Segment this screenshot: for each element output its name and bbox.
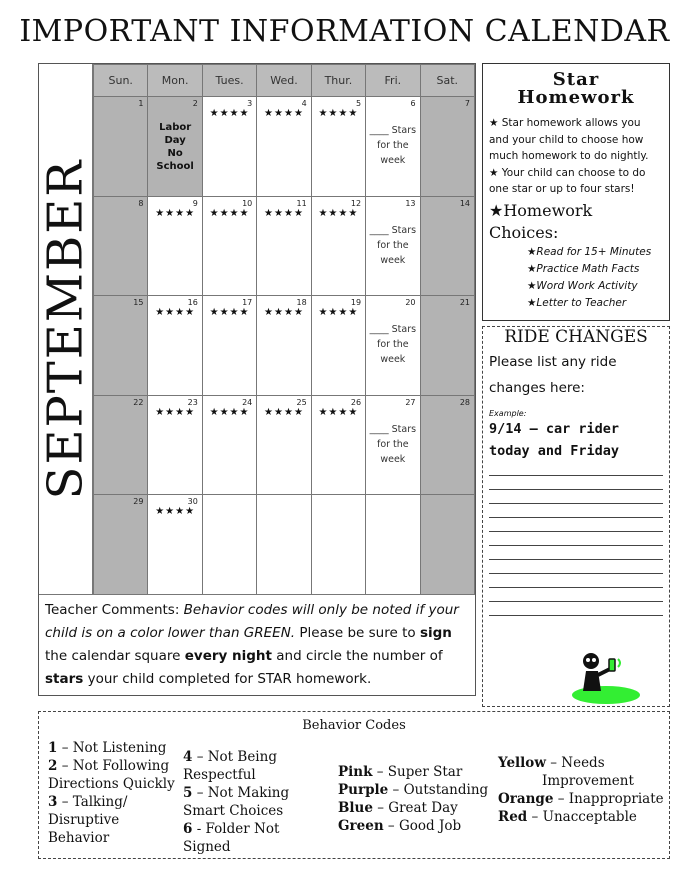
star-rating[interactable]: ★★★★	[209, 207, 250, 219]
behavior-col-3	[338, 763, 494, 835]
calendar-week	[94, 296, 475, 396]
star-rating[interactable]: ★★★★	[264, 108, 304, 119]
day-number: 11	[296, 198, 307, 208]
calendar-day[interactable]	[257, 296, 311, 396]
day-number: 13	[405, 198, 416, 208]
day-header: Fri.	[366, 65, 420, 97]
calendar-day[interactable]	[202, 395, 256, 495]
day-number: 21	[459, 298, 470, 307]
calendar-day[interactable]	[257, 97, 311, 197]
weekly-stars-blank: ____ Stars for the week	[369, 324, 417, 365]
calendar-day[interactable]	[148, 495, 202, 595]
day-header: Tues.	[202, 65, 256, 97]
calendar-day[interactable]	[202, 97, 256, 197]
behavior-codes-box	[38, 711, 670, 859]
holiday-note: Labor Day No School	[156, 122, 194, 172]
calendar-day[interactable]	[94, 395, 148, 495]
calendar-day[interactable]	[94, 196, 148, 296]
day-number: 23	[187, 397, 198, 407]
page-title: IMPORTANT INFORMATION CALENDAR	[19, 14, 670, 49]
calendar-day[interactable]	[94, 495, 148, 595]
color-code: Green – Good Job	[338, 818, 462, 834]
day-number: 29	[133, 497, 144, 506]
day-number: 25	[296, 397, 307, 407]
star-rating[interactable]: ★★★★	[209, 307, 250, 318]
day-number: 28	[459, 397, 470, 407]
star-rating[interactable]: ★★★★	[264, 307, 304, 318]
calendar-week	[94, 395, 475, 495]
example-text: 9/14 – car rider today and Friday	[489, 421, 620, 459]
calendar-week	[94, 196, 475, 296]
calendar-week	[94, 495, 475, 595]
star-rating[interactable]: ★★★★	[155, 506, 196, 517]
calendar-day[interactable]	[366, 296, 420, 396]
star-homework-box	[482, 63, 670, 321]
color-code: Purple – Outstanding	[338, 782, 489, 798]
homework-choice: ★Letter to Teacher	[527, 296, 627, 309]
calendar-day[interactable]	[311, 395, 365, 495]
behavior-col-2	[183, 748, 329, 856]
ride-changes-box	[482, 326, 670, 707]
calendar-day[interactable]	[366, 495, 420, 595]
ride-change-line[interactable]	[489, 531, 663, 532]
ride-changes-instructions: Please list any ride changes here:	[489, 354, 617, 396]
ride-lines	[489, 475, 663, 616]
day-number: 18	[296, 298, 307, 307]
calendar-day[interactable]	[311, 196, 365, 296]
ride-change-line[interactable]	[489, 601, 663, 602]
behavior-code: 3 – Talking/ Disruptive Behavior	[48, 794, 128, 846]
calendar-day[interactable]	[366, 97, 420, 197]
calendar-day[interactable]	[257, 196, 311, 296]
calendar-day[interactable]	[420, 97, 474, 197]
day-number: 27	[405, 397, 416, 407]
homework-choice: ★Read for 15+ Minutes	[527, 245, 652, 258]
star-rating[interactable]: ★★★★	[318, 307, 359, 318]
day-header-row	[94, 65, 475, 97]
star-homework-text: ★ Star homework allows you and your child to choose how much homework to do nightly. ★ Your child can choose to do one star or up to four stars!	[489, 117, 649, 195]
weekly-stars-blank: ____ Stars for the week	[369, 125, 417, 166]
calendar-day[interactable]	[148, 395, 202, 495]
calendar-day[interactable]	[257, 495, 311, 595]
ride-change-line[interactable]	[489, 503, 663, 504]
day-number: 6	[410, 99, 416, 108]
homework-choice: ★Word Work Activity	[527, 279, 638, 292]
star-rating[interactable]: ★★★★	[155, 207, 196, 219]
ride-changes-title: RIDE CHANGES	[504, 327, 648, 347]
day-number: 8	[138, 198, 144, 208]
calendar-day[interactable]	[311, 296, 365, 396]
calendar-grid	[93, 64, 475, 595]
ride-change-line[interactable]	[489, 615, 663, 616]
day-number: 14	[459, 198, 470, 208]
calendar-day[interactable]	[257, 395, 311, 495]
calendar-day[interactable]	[148, 196, 202, 296]
day-number: 20	[405, 298, 416, 307]
star-rating[interactable]: ★★★★	[155, 406, 196, 418]
behavior-col-4	[498, 754, 668, 826]
behavior-code: 1 – Not Listening	[48, 740, 167, 756]
weekly-stars-blank: ____ Stars for the week	[369, 423, 417, 465]
calendar-day[interactable]	[311, 495, 365, 595]
day-header: Wed.	[257, 65, 311, 97]
homework-choice: ★Practice Math Facts	[527, 262, 640, 275]
day-number: 24	[242, 397, 253, 407]
day-number: 26	[350, 397, 362, 407]
behavior-code: 6 - Folder Not Signed	[183, 821, 280, 855]
behavior-code: 4 – Not Being Respectful	[183, 749, 277, 783]
weekly-stars-blank: ____ Stars for the week	[369, 224, 417, 266]
star-rating[interactable]: ★★★★	[155, 307, 196, 318]
star-rating[interactable]: ★★★★	[264, 207, 304, 219]
behavior-col-1	[48, 739, 176, 847]
calendar-day[interactable]	[420, 395, 474, 495]
teacher-comments: Teacher Comments: Behavior codes will only be noted if your child is on a color lower than GREEN. Please be sure to sign the calendar square every night and circle the number of stars your child completed for STAR homework.	[39, 594, 475, 696]
day-number: 1	[138, 99, 144, 108]
behavior-code: 5 – Not Making Smart Choices	[183, 785, 290, 819]
example-label: Example:	[489, 409, 527, 418]
color-code: Blue – Great Day	[338, 800, 458, 816]
day-number: 2	[192, 99, 198, 108]
day-header: Sun.	[94, 65, 148, 97]
star-rating[interactable]: ★★★★	[318, 207, 359, 219]
month-label: SEPTEMBER	[39, 64, 93, 594]
day-number: 22	[133, 397, 144, 407]
star-rating[interactable]: ★★★★	[209, 406, 250, 418]
ride-change-line[interactable]	[489, 587, 663, 588]
phone-person-icon	[568, 647, 640, 705]
behavior-code: 2 – Not Following Directions Quickly	[48, 758, 175, 792]
calendar-day[interactable]	[420, 296, 474, 396]
color-code: Orange – Inappropriate	[498, 791, 664, 807]
calendar-day[interactable]	[202, 296, 256, 396]
behavior-codes-title: Behavior Codes	[302, 718, 406, 733]
calendar-day[interactable]	[94, 97, 148, 197]
day-number: 4	[301, 99, 307, 108]
star-rating[interactable]: ★★★★	[318, 406, 359, 418]
star-rating[interactable]: ★★★★	[209, 108, 250, 119]
day-number: 3	[247, 99, 253, 108]
ride-change-line[interactable]	[489, 489, 663, 490]
calendar-day[interactable]	[311, 97, 365, 197]
calendar-day[interactable]	[366, 196, 420, 296]
calendar-week	[94, 97, 475, 197]
star-rating[interactable]: ★★★★	[264, 406, 304, 418]
day-header: Sat.	[420, 65, 474, 97]
day-number: 7	[464, 99, 470, 108]
day-number: 10	[242, 198, 253, 208]
day-number: 17	[242, 298, 253, 307]
day-number: 19	[350, 298, 362, 307]
ride-change-line[interactable]	[489, 545, 663, 546]
ride-change-line[interactable]	[489, 475, 663, 476]
day-number: 30	[187, 497, 198, 506]
calendar-day[interactable]	[148, 296, 202, 396]
calendar-day[interactable]	[94, 296, 148, 396]
day-number: 15	[133, 298, 144, 307]
homework-choices-list	[527, 244, 663, 312]
color-code: Improvement	[542, 773, 634, 789]
day-number: 12	[350, 198, 362, 208]
calendar-day[interactable]	[366, 395, 420, 495]
ride-change-line[interactable]	[489, 573, 663, 574]
star-rating[interactable]: ★★★★	[318, 108, 359, 119]
calendar-day[interactable]	[202, 196, 256, 296]
homework-choices-heading: ★Homework Choices:	[489, 200, 593, 242]
ride-change-line[interactable]	[489, 559, 663, 560]
color-code: Pink – Super Star	[338, 764, 463, 780]
color-code: Yellow – Needs	[498, 755, 605, 771]
calendar-day[interactable]	[202, 495, 256, 595]
ride-change-line[interactable]	[489, 517, 663, 518]
star-homework-title: Star Homework	[517, 69, 635, 108]
day-header: Thur.	[311, 65, 365, 97]
color-code: Red – Unacceptable	[498, 809, 637, 825]
calendar	[38, 63, 476, 696]
calendar-day[interactable]	[148, 97, 202, 197]
day-number: 16	[187, 298, 198, 307]
calendar-day[interactable]	[420, 196, 474, 296]
day-header: Mon.	[148, 65, 202, 97]
day-number: 9	[192, 198, 198, 208]
day-number: 5	[356, 99, 362, 108]
calendar-day[interactable]	[420, 495, 474, 595]
